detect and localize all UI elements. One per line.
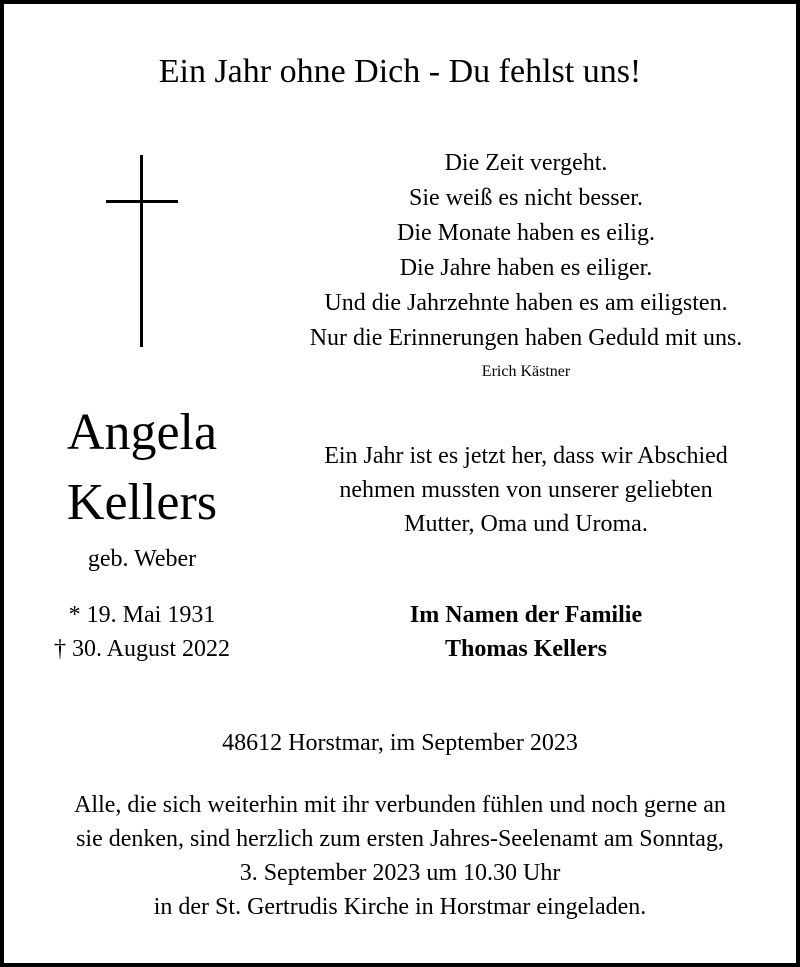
notice-line: Mutter, Oma und Uroma. — [404, 511, 648, 537]
notice-line: Ein Jahr ist es jetzt her, dass wir Abschied — [324, 443, 728, 469]
invitation-line: Alle, die sich weiterhin mit ihr verbunden fühlen und noch gerne an — [74, 792, 726, 818]
birth-date: * 19. Mai 1931 — [68, 602, 216, 628]
place-date: 48612 Horstmar, im September 2023 — [222, 730, 578, 756]
invitation-line: sie denken, sind herzlich zum ersten Jahres-Seelenamt am Sonntag, — [76, 826, 724, 852]
cross-vertical-bar — [140, 155, 143, 347]
poem-line: Die Monate haben es eilig. — [397, 220, 655, 246]
notice-line: nehmen mussten von unserer geliebten — [339, 477, 713, 503]
family-line: Im Namen der Familie — [409, 602, 643, 628]
deceased-first-name: Angela — [66, 404, 218, 461]
deceased-last-name: Kellers — [66, 474, 218, 531]
death-date: † 30. August 2022 — [53, 636, 230, 662]
invitation-line: 3. September 2023 um 10.30 Uhr — [239, 860, 561, 886]
poem-line: Die Jahre haben es eiliger. — [399, 255, 653, 281]
poem-line: Sie weiß es nicht besser. — [409, 185, 643, 211]
poem-author: Erich Kästner — [481, 363, 571, 380]
invitation-line: in der St. Gertrudis Kirche in Horstmar eingeladen. — [153, 894, 647, 920]
headline: Ein Jahr ohne Dich - Du fehlst uns! — [158, 53, 642, 90]
poem-line: Die Zeit vergeht. — [444, 150, 608, 176]
poem — [250, 146, 800, 382]
deceased-name-block — [26, 398, 258, 574]
cross-icon — [106, 155, 178, 347]
family-name: Thomas Kellers — [445, 636, 607, 662]
mass-invitation — [0, 788, 800, 924]
deceased-birth-name: geb. Weber — [87, 546, 197, 572]
cross-horizontal-bar — [106, 200, 178, 203]
poem-line: Nur die Erinnerungen haben Geduld mit uns. — [309, 325, 743, 351]
anniversary-notice — [276, 439, 776, 541]
life-dates — [20, 598, 264, 666]
family-signature — [276, 598, 776, 666]
poem-line: Und die Jahrzehnte haben es am eiligsten. — [324, 290, 728, 316]
